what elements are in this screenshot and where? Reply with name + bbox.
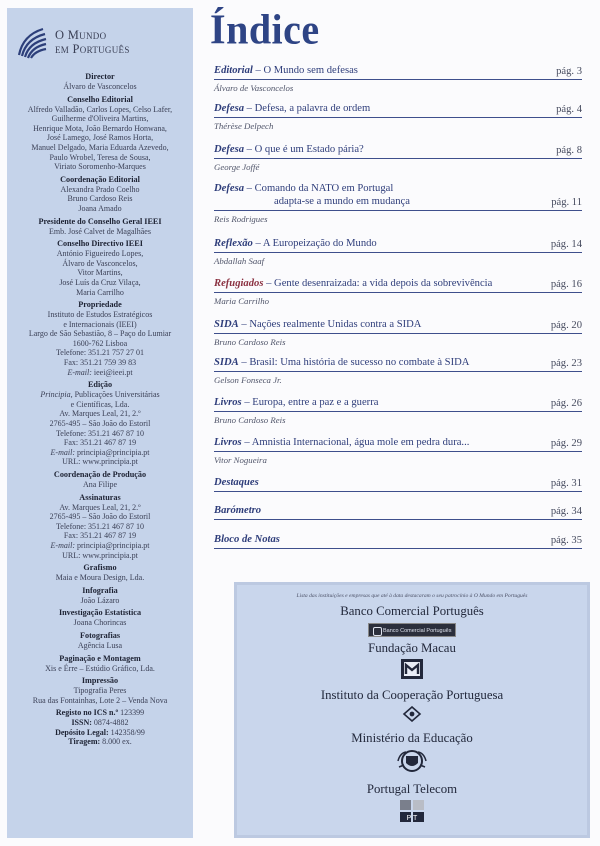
- entry-page-number: pág. 11: [551, 197, 582, 208]
- magazine-logo: [17, 20, 187, 64]
- credit-heading: Presidente do Conselho Geral IEEI: [38, 216, 162, 226]
- credit-line: 2765-495 – São João do Estoril: [49, 419, 151, 429]
- credit-line: Tipografia Peres: [73, 686, 127, 696]
- entry-category: Livros: [214, 437, 242, 448]
- credit-heading: Propriedade: [78, 300, 122, 310]
- sponsor-portugal-telecom: [247, 782, 577, 827]
- credit-section: [13, 470, 187, 490]
- credit-line: Henrique Mota, João Bernardo Honwana,: [33, 123, 167, 133]
- sponsor-name: Portugal Telecom: [366, 782, 458, 796]
- credit-section: [13, 217, 187, 237]
- publisher-name: Principia,: [40, 390, 73, 400]
- index-entry[interactable]: [214, 504, 582, 520]
- credit-section: [13, 654, 187, 674]
- entry-title[interactable]: [214, 533, 582, 546]
- credit-line: Manuel Delgado, Maria Eduarda Azevedo,: [31, 142, 169, 152]
- credit-heading: Grafismo: [83, 563, 117, 573]
- fundacao-macau-logo-icon: [401, 659, 423, 679]
- entry-title[interactable]: [214, 237, 582, 250]
- entry-headline: Nações realmente Unidas contra a SIDA: [249, 319, 422, 330]
- entry-author: Reis Rodrigues: [214, 214, 268, 224]
- entry-category: Defesa: [214, 103, 245, 114]
- registry-line: [13, 728, 187, 738]
- credit-line: João Lázaro: [80, 595, 120, 605]
- entry-category: Editorial: [214, 65, 253, 76]
- credit-line: 1600-762 Lisboa: [72, 338, 128, 348]
- globe-lines-icon: [17, 25, 47, 59]
- registry-label: Registo no ICS n.º: [55, 708, 119, 718]
- entry-category: Reflexão: [214, 238, 253, 249]
- pt-logo-icon: [400, 800, 424, 822]
- entry-author: Álvaro de Vasconcelos: [214, 83, 294, 93]
- entry-title-row[interactable]: [214, 237, 582, 253]
- registry-value: 8.000 ex.: [100, 737, 132, 747]
- entry-headline: Comando da NATO em Portugal: [254, 183, 394, 194]
- publisher-desc: Publicações Universitárias: [72, 390, 160, 400]
- entry-headline: O Mundo sem defesas: [263, 65, 358, 76]
- sponsor-name: Fundação Macau: [368, 641, 456, 655]
- credit-line: Emb. José Calvet de Magalhães: [49, 226, 151, 236]
- entry-title-row[interactable]: [214, 504, 582, 520]
- credit-line: Joana Amado: [78, 203, 122, 213]
- entry-separator: –: [263, 278, 275, 289]
- credit-heading: Conselho Directivo IEEI: [57, 239, 143, 249]
- entry-title-row[interactable]: [214, 143, 582, 159]
- credit-heading: Infografia: [82, 585, 118, 595]
- entry-title-row[interactable]: [214, 64, 582, 80]
- credit-heading: Impressão: [81, 676, 119, 686]
- index-entry[interactable]: [214, 436, 582, 466]
- entry-category: Defesa: [214, 144, 245, 155]
- credit-line: [13, 390, 187, 400]
- entry-title-row[interactable]: [214, 318, 582, 334]
- entry-headline: A Europeização do Mundo: [262, 238, 377, 249]
- entry-category: SIDA: [214, 319, 239, 330]
- entry-title[interactable]: [214, 277, 582, 290]
- entry-author: Gelson Fonseca Jr.: [214, 375, 282, 385]
- index-entry[interactable]: [214, 102, 582, 132]
- entry-separator: –: [252, 238, 263, 249]
- sponsor-ministerio-educacao: [247, 731, 577, 778]
- entry-headline: Gente desenraizada: a vida depois da sobrevivência: [274, 278, 493, 289]
- registry-line: [13, 708, 187, 718]
- credit-heading: Coordenação Editorial: [60, 174, 140, 184]
- registry-line: [13, 737, 187, 747]
- index-entry[interactable]: [214, 396, 582, 426]
- entry-page-number: pág. 3: [556, 66, 582, 77]
- entry-page-number: pág. 20: [550, 320, 582, 331]
- credit-line: Álvaro de Vasconcelos,: [62, 258, 138, 268]
- credit-section: [13, 380, 187, 467]
- index-entry[interactable]: [214, 318, 582, 348]
- registry-label: Depósito Legal:: [55, 727, 109, 737]
- email-label: E-mail:: [50, 447, 75, 457]
- credit-line: Joana Chorincas: [73, 618, 127, 628]
- registry-line: [13, 718, 187, 728]
- entry-author: Thérèse Delpech: [214, 121, 274, 131]
- credit-line: Telefone: 351.21 467 87 10: [55, 521, 145, 531]
- entry-separator: –: [244, 183, 255, 194]
- credit-line: Rua das Fontainhas, Lote 2 – Venda Nova: [32, 695, 168, 705]
- pt-logo-letters: P T: [406, 815, 418, 822]
- credit-line: e Internacionais (IEEI): [63, 319, 137, 329]
- credit-line: Ana Filipe: [83, 480, 117, 489]
- credit-section: [13, 676, 187, 705]
- credit-line: Largo de São Sebastião, 8 – Paço do Lumiar: [28, 329, 172, 339]
- credit-line: Fax: 351.21 467 87 19: [63, 531, 137, 541]
- email-label: E-mail:: [50, 540, 75, 550]
- entry-page-number: pág. 31: [550, 478, 582, 489]
- entry-page-number: pág. 23: [550, 358, 582, 369]
- entry-page-number: pág. 4: [556, 104, 582, 115]
- sponsor-bcp: [247, 604, 577, 637]
- entry-page-number: pág. 16: [550, 279, 582, 290]
- coat-of-arms-icon: [396, 749, 428, 773]
- logo-line-2: em Português: [55, 42, 130, 56]
- entry-headline: Europa, entre a paz e a guerra: [252, 397, 379, 408]
- entry-title[interactable]: [214, 396, 582, 409]
- registry-label: Tiragem:: [68, 737, 101, 747]
- credit-line: José Luís da Cruz Vilaça,: [59, 277, 141, 287]
- entry-category: Barómetro: [214, 505, 262, 516]
- entry-title[interactable]: [214, 436, 582, 449]
- credit-line: Álvaro de Vasconcelos: [63, 82, 137, 91]
- credit-line: Bruno Cardoso Reis: [67, 194, 133, 204]
- bcp-logo-icon: Banco Comercial Português: [368, 623, 456, 637]
- registry-value: 123399: [118, 708, 145, 718]
- credit-heading: Assinaturas: [79, 492, 121, 502]
- registry-block: [13, 708, 187, 746]
- credit-section: [13, 239, 187, 297]
- entry-headline: O que é um Estado pária?: [254, 144, 364, 155]
- entry-headline-cont: adapta-se a mundo em mudança: [274, 196, 410, 207]
- entry-page-number: pág. 34: [550, 506, 582, 517]
- credit-line: Vitor Martins,: [77, 268, 123, 278]
- credit-heading: Director: [85, 72, 115, 81]
- credit-line: António Figueiredo Lopes,: [56, 249, 144, 259]
- credit-line: Fax: 351.21 467 87 19: [63, 438, 137, 448]
- email-link[interactable]: principia@principia.pt: [76, 447, 150, 457]
- credit-line: Av. Marques Leal, 21, 2.º: [59, 409, 141, 419]
- credit-line: Maria Carrilho: [76, 287, 124, 297]
- credit-heading: Paginação e Montagem: [59, 653, 141, 663]
- entry-separator: –: [238, 357, 250, 368]
- entry-title[interactable]: [214, 356, 582, 369]
- email-link[interactable]: principia@principia.pt: [76, 540, 150, 550]
- logo-line-1: O Mundo: [55, 28, 107, 42]
- page-title: Índice: [210, 5, 320, 54]
- index-entry[interactable]: [214, 277, 582, 307]
- entry-separator: –: [244, 144, 255, 155]
- entry-title[interactable]: [214, 64, 582, 77]
- credit-line: e Científicas, Lda.: [70, 399, 130, 409]
- url-link[interactable]: URL: www.principia.pt: [62, 550, 138, 560]
- index-entry[interactable]: [214, 237, 582, 267]
- credit-line: Av. Marques Leal, 21, 2.º: [59, 502, 141, 512]
- entry-title-row[interactable]: [214, 436, 582, 452]
- entry-author: Vitor Nogueira: [214, 455, 267, 465]
- entry-title-row[interactable]: [214, 356, 582, 372]
- sponsor-icp: [247, 688, 577, 727]
- credit-section: [13, 300, 187, 377]
- credit-line: Viriato Soromenho-Marques: [54, 162, 146, 172]
- entry-category: Livros: [214, 397, 242, 408]
- entry-title[interactable]: [214, 504, 582, 517]
- credit-section: [13, 586, 187, 606]
- sponsor-name: Instituto da Cooperação Portuguesa: [320, 688, 504, 702]
- index-entry[interactable]: [214, 64, 582, 94]
- credit-section: [13, 175, 187, 214]
- entry-headline: Brasil: Uma história de sucesso no combate à SIDA: [249, 357, 470, 368]
- credit-section: [13, 631, 187, 651]
- credit-heading: Investigação Estatística: [58, 608, 142, 618]
- entry-separator: –: [241, 397, 253, 408]
- registry-value: 0874-4882: [91, 717, 129, 727]
- entry-headline: Defesa, a palavra de ordem: [254, 103, 371, 114]
- email-line: [13, 448, 187, 458]
- credit-line: Guilherme d'Oliveira Martins,: [51, 114, 149, 124]
- entry-page-number: pág. 14: [550, 239, 582, 250]
- credit-section: [13, 608, 187, 628]
- entry-title-row[interactable]: [214, 102, 582, 118]
- entry-author: George Joffé: [214, 162, 260, 172]
- entry-title-row[interactable]: [214, 533, 582, 549]
- entry-separator: –: [238, 319, 250, 330]
- entry-author: Bruno Cardoso Reis: [214, 415, 286, 425]
- entry-title[interactable]: [214, 318, 582, 331]
- email-line: [13, 541, 187, 551]
- index-entry[interactable]: [214, 476, 582, 492]
- icp-logo-icon: [402, 706, 422, 722]
- sponsor-fundacao-macau: [247, 641, 577, 684]
- registry-label: ISSN:: [71, 717, 92, 727]
- entry-category: Destaques: [214, 477, 259, 488]
- entry-category: Refugiados: [214, 278, 264, 289]
- entry-title[interactable]: [214, 102, 582, 115]
- entry-author: Abdallah Saaf: [214, 256, 265, 266]
- entry-separator: –: [241, 437, 252, 448]
- entry-page-number: pág. 8: [556, 145, 582, 156]
- email-label: E-mail:: [67, 367, 92, 377]
- sponsors-box: [234, 582, 590, 838]
- sponsor-name: Banco Comercial Português: [340, 604, 484, 618]
- entry-category: Bloco de Notas: [214, 534, 280, 545]
- entry-separator: –: [244, 103, 255, 114]
- credit-section: [13, 563, 187, 583]
- credit-line: Maia e Moura Design, Lda.: [55, 573, 145, 583]
- index-entry[interactable]: [214, 356, 582, 386]
- entry-title[interactable]: [214, 476, 582, 489]
- credit-section: [13, 493, 187, 561]
- url-link[interactable]: URL: www.principia.pt: [62, 457, 138, 467]
- entry-category: SIDA: [214, 357, 239, 368]
- entry-page-number: pág. 26: [550, 398, 582, 409]
- entry-title-row[interactable]: [214, 476, 582, 492]
- credit-line: Fax: 351.21 759 39 83: [63, 358, 137, 368]
- entry-title[interactable]: [214, 143, 582, 156]
- entry-headline: Amnistia Internacional, água mole em pedra dura...: [251, 437, 470, 448]
- credit-line: Alexandra Prado Coelho: [60, 184, 140, 194]
- sponsors-note: Lista das instituições e empresas que até à data destacaram o seu patrocínio à O Mundo em Português: [296, 593, 528, 599]
- credit-line: Telefone: 351.21 757 27 01: [55, 348, 145, 358]
- credit-heading: Edição: [87, 380, 113, 390]
- entry-title-row[interactable]: [214, 277, 582, 293]
- credit-line: Agência Lusa: [77, 640, 123, 650]
- credit-section: [13, 95, 187, 172]
- credit-line: Paulo Wrobel, Teresa de Sousa,: [49, 152, 151, 162]
- entry-page-number: pág. 29: [550, 438, 582, 449]
- credit-line: Alfredo Valladão, Carlos Lopes, Celso Lafer,: [27, 104, 173, 114]
- index-entry[interactable]: [214, 143, 582, 173]
- credit-heading: Coordenação de Produção: [53, 470, 147, 479]
- credit-section: [13, 72, 187, 92]
- entry-author: Maria Carrilho: [214, 296, 269, 306]
- index-entry[interactable]: [214, 533, 582, 549]
- email-link[interactable]: ieei@ieei.pt: [93, 367, 133, 377]
- registry-value: 142358/99: [108, 727, 145, 737]
- credit-line: José Lamego, José Ramos Horta,: [46, 133, 154, 143]
- email-line: [13, 368, 187, 378]
- credit-line: 2765-495 – São João do Estoril: [49, 512, 151, 522]
- credit-line: Telefone: 351.21 467 87 10: [55, 428, 145, 438]
- entry-title-row[interactable]: [214, 396, 582, 412]
- credit-heading: Fotografias: [79, 630, 121, 640]
- credit-line: Instituto de Estudos Estratégicos: [47, 310, 153, 320]
- masthead-sidebar: [7, 8, 193, 838]
- credit-heading: Conselho Editorial: [67, 94, 133, 104]
- credit-line: Xis e Érre – Estúdio Gráfico, Lda.: [45, 663, 155, 673]
- entry-author: Bruno Cardoso Reis: [214, 337, 286, 347]
- entry-title-row[interactable]: [214, 182, 582, 211]
- entry-separator: –: [252, 65, 264, 76]
- index-entry[interactable]: [214, 182, 582, 225]
- entry-category: Defesa: [214, 183, 245, 194]
- entry-page-number: pág. 35: [550, 535, 582, 546]
- entry-title[interactable]: [214, 182, 582, 208]
- masthead-credits: [13, 72, 187, 705]
- sponsor-name: Ministério da Educação: [351, 731, 473, 745]
